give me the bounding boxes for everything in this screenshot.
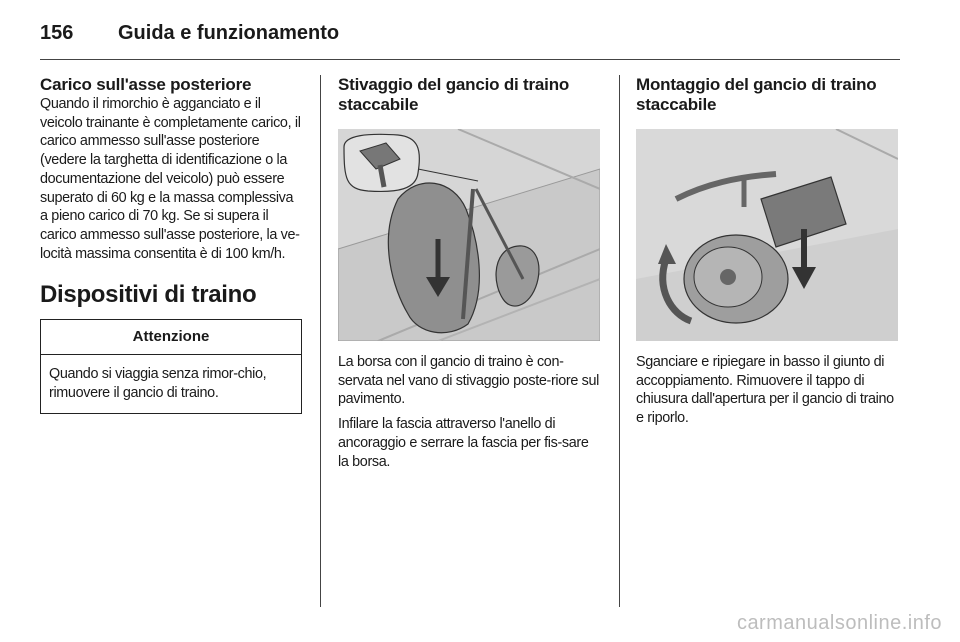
site-watermark: carmanualsonline.info bbox=[736, 612, 942, 634]
warning-body bbox=[41, 355, 301, 412]
mounting-text: Sganciare e ripiegare in basso il giunto di accoppiamento. Rimuovere il tappo di chiusura dall'apertura per il gancio di traino e riporlo. bbox=[636, 354, 894, 427]
column-divider-2 bbox=[619, 75, 620, 607]
header-divider bbox=[40, 59, 900, 60]
page-number: 156 bbox=[40, 22, 74, 44]
column-left bbox=[40, 75, 302, 414]
column-divider-1 bbox=[320, 75, 321, 607]
column-right bbox=[636, 75, 898, 428]
rear-axle-load-heading: Carico sull'asse posteriore bbox=[40, 75, 252, 94]
column-middle bbox=[338, 75, 600, 471]
storage-text-1: La borsa con il gancio di traino è con-servata nel vano di stivaggio poste-riore sul pavimento. bbox=[338, 354, 600, 408]
warning-text: Quando si viaggia senza rimor-chio, rimuovere il gancio di traino. bbox=[49, 366, 267, 402]
towbar-mounting-illustration bbox=[636, 129, 898, 341]
storage-text-2: Infilare la fascia attraverso l'anello di ancoraggio e serrare la fascia per fis-sare la borsa. bbox=[338, 416, 589, 470]
towing-devices-title: Dispositivi di traino bbox=[40, 281, 257, 309]
rear-axle-load-text: Quando il rimorchio è agganciato e il veicolo trainante è completamente carico, il carico ammesso sull'asse posteriore (vedere la targhetta di identificazione o la documentazione del veicolo) può essere superato di 60 kg e la massa complessiva a pieno carico di 70 kg. Se si supera il carico ammesso sull'asse posteriore, la ve-locità massima consentita è di 100 km/h. bbox=[40, 96, 301, 262]
chapter-title: Guida e funzionamento bbox=[118, 22, 340, 44]
storage-heading: Stivaggio del gancio di traino staccabile bbox=[338, 75, 570, 114]
warning-title: Attenzione bbox=[41, 320, 301, 355]
mounting-heading: Montaggio del gancio di traino staccabile bbox=[636, 75, 877, 114]
towbar-storage-illustration bbox=[338, 129, 600, 341]
warning-box bbox=[40, 319, 302, 413]
